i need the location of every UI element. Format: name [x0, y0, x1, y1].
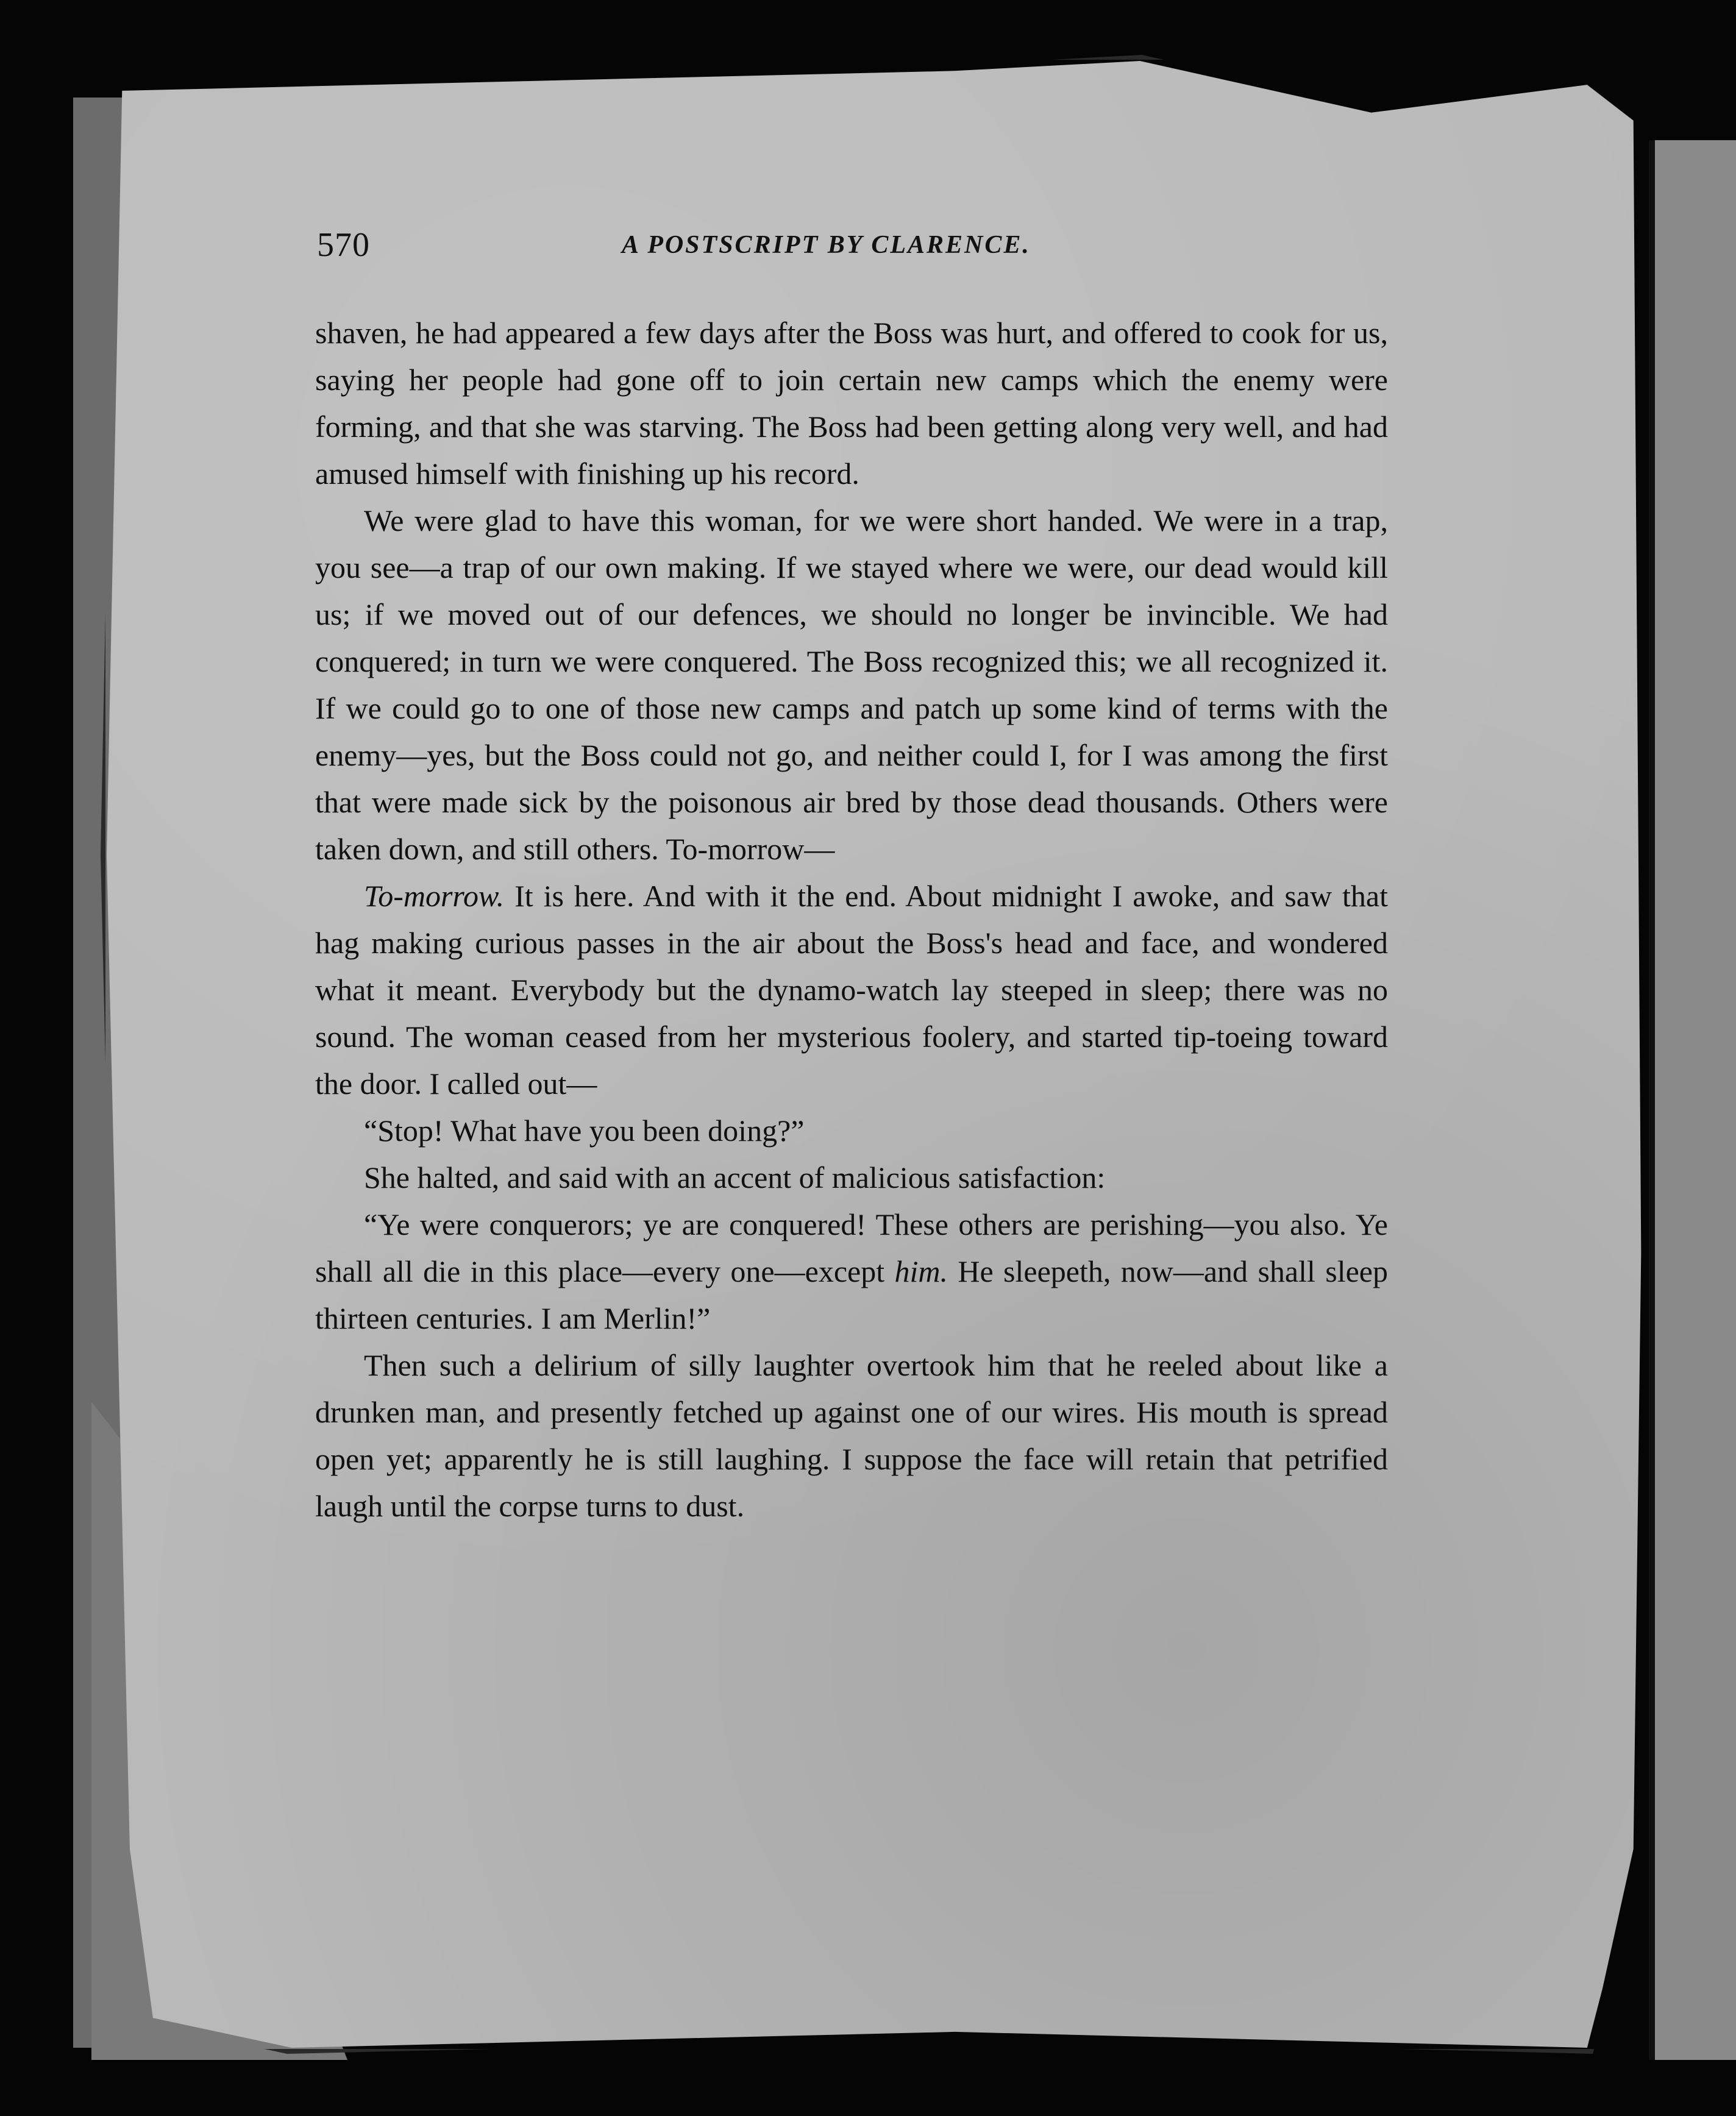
paragraph — [315, 1342, 1388, 1530]
paragraph-text: It is here. And with it the end. About midnight I awoke, and saw that hag making curious passes in the air about the Boss's head and face, and wondered what it meant. Everybody but the dynamo-watch lay steeped in sleep; there was no sound. The woman ceased from her mysterious foolery, and started tip-toeing toward the door. I called out— — [315, 879, 1388, 1101]
paragraph — [315, 1201, 1388, 1342]
paragraph-text: “Stop! What have you been doing?” — [364, 1113, 805, 1148]
paragraph — [315, 873, 1388, 1107]
paragraph-text: shaven, he had appeared a few days after the Boss was hurt, and offered to cook for us, saying her people had gone off to join certain new camps which the enemy were forming, and that she was starving. The Boss had been getting along very well, and had amused himself with finishing up his record. — [315, 316, 1388, 491]
body-text — [315, 310, 1388, 1530]
paragraph-text: We were glad to have this woman, for we were short handed. We were in a trap, you see—a trap of our own making. If we stayed where we were, our dead would kill us; if we moved out of our defences, we should no longer be invincible. We had conquered; in turn we were conquered. The Boss recognized this; we all recognized it. If we could go to one of those new camps and patch up some kind of terms with the enemy—yes, but the Boss could not go, and neither could I, for I was among the first that were made sick by the poisonous air bred by those dead thousands. Others were taken down, and still others. To-morrow— — [315, 503, 1388, 866]
paragraph-text: “Ye were conquerors; ye are conquered! These others are perishing—you also. Ye shall all die in this place—every one—except — [315, 1207, 1388, 1288]
paragraph-lead-italic: To-morrow. — [364, 879, 505, 913]
page-header — [317, 225, 1396, 274]
paragraph — [315, 1107, 1388, 1154]
paragraph-text: She halted, and said with an accent of malicious satisfaction: — [364, 1160, 1106, 1195]
paragraph-trail-italic: him. — [894, 1254, 948, 1288]
adjacent-page-strip — [1649, 140, 1736, 2060]
paragraph — [315, 497, 1388, 873]
paragraph — [315, 310, 1388, 497]
paragraph-text: Then such a delirium of silly laughter overtook him that he reeled about like a drunken man, and presently fetched up against one of our wires. His mouth is spread open yet; apparently he is still laughing. I suppose the face will retain that petrified laugh until the corpse turns to dust. — [315, 1348, 1388, 1523]
page-number: 570 — [317, 226, 370, 264]
running-head: A POSTSCRIPT BY CLARENCE. — [622, 231, 1031, 259]
paragraph-text-after: He sleepeth, now—and shall sleep thirteen centuries. I am Merlin!” — [315, 1254, 1388, 1335]
paragraph — [315, 1154, 1388, 1201]
